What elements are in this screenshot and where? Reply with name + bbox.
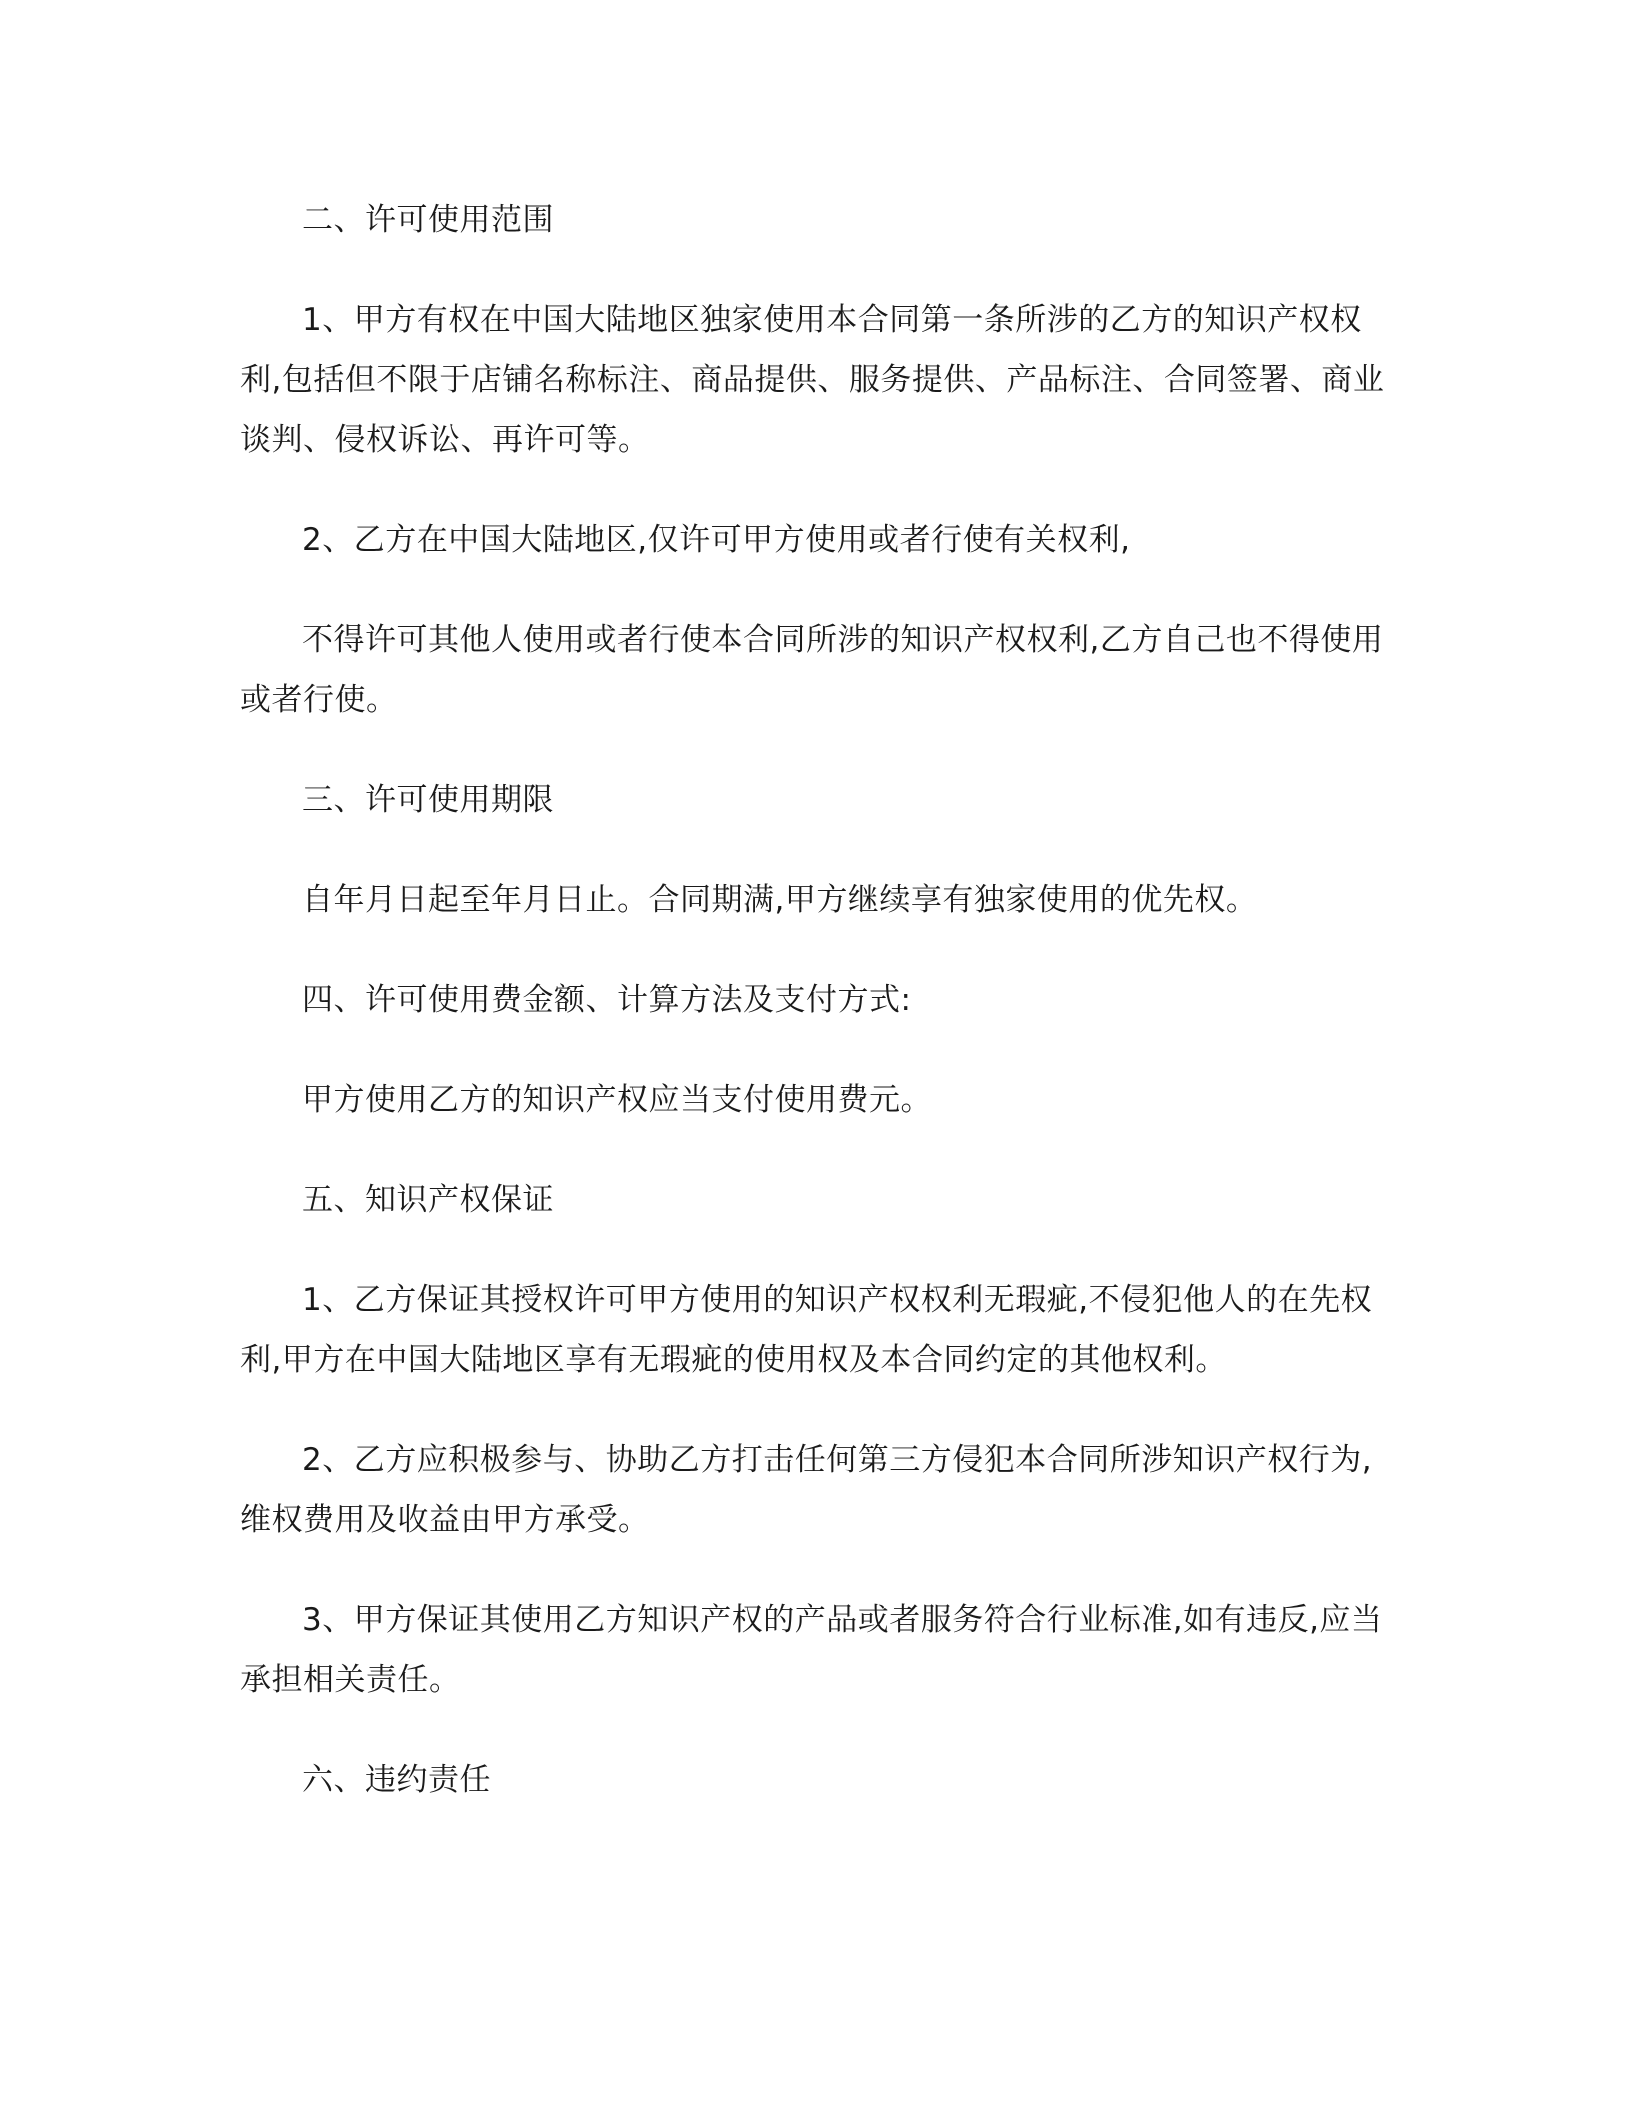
clause-5-2-enforcement: 2、乙方应积极参与、协助乙方打击任何第三方侵犯本合同所涉知识产权行为,维权费用及收益由甲方承受。 <box>240 1442 1373 1538</box>
clause-fee-amount: 甲方使用乙方的知识产权应当支付使用费元。 <box>302 1082 932 1118</box>
clause-2-2-license-grant: 2、乙方在中国大陆地区,仅许可甲方使用或者行使有关权利, <box>302 522 1131 558</box>
section-heading-license-fee: 四、许可使用费金额、计算方法及支付方式: <box>302 982 912 1018</box>
section-heading-ip-warranty: 五、知识产权保证 <box>302 1182 554 1218</box>
section-heading-license-term: 三、许可使用期限 <box>302 782 554 818</box>
clause-5-3-standards: 3、甲方保证其使用乙方知识产权的产品或者服务符合行业标准,如有违反,应当承担相关责任。 <box>240 1602 1383 1698</box>
document-body <box>240 190 1390 1850</box>
clause-5-1-no-defect: 1、乙方保证其授权许可甲方使用的知识产权权利无瑕疵,不侵犯他人的在先权利,甲方在中国大陆地区享有无瑕疵的使用权及本合同约定的其他权利。 <box>240 1282 1373 1378</box>
section-heading-liability: 六、违约责任 <box>302 1762 491 1798</box>
clause-2-2-restriction: 不得许可其他人使用或者行使本合同所涉的知识产权权利,乙方自己也不得使用或者行使。 <box>240 622 1384 718</box>
clause-2-1-exclusive-rights: 1、甲方有权在中国大陆地区独家使用本合同第一条所涉的乙方的知识产权权利,包括但不限于店铺名称标注、商品提供、服务提供、产品标注、合同签署、商业谈判、侵权诉讼、再许可等。 <box>240 302 1385 458</box>
section-heading-license-scope: 二、许可使用范围 <box>302 202 554 238</box>
clause-term-dates: 自年月日起至年月日止。合同期满,甲方继续享有独家使用的优先权。 <box>302 882 1258 918</box>
